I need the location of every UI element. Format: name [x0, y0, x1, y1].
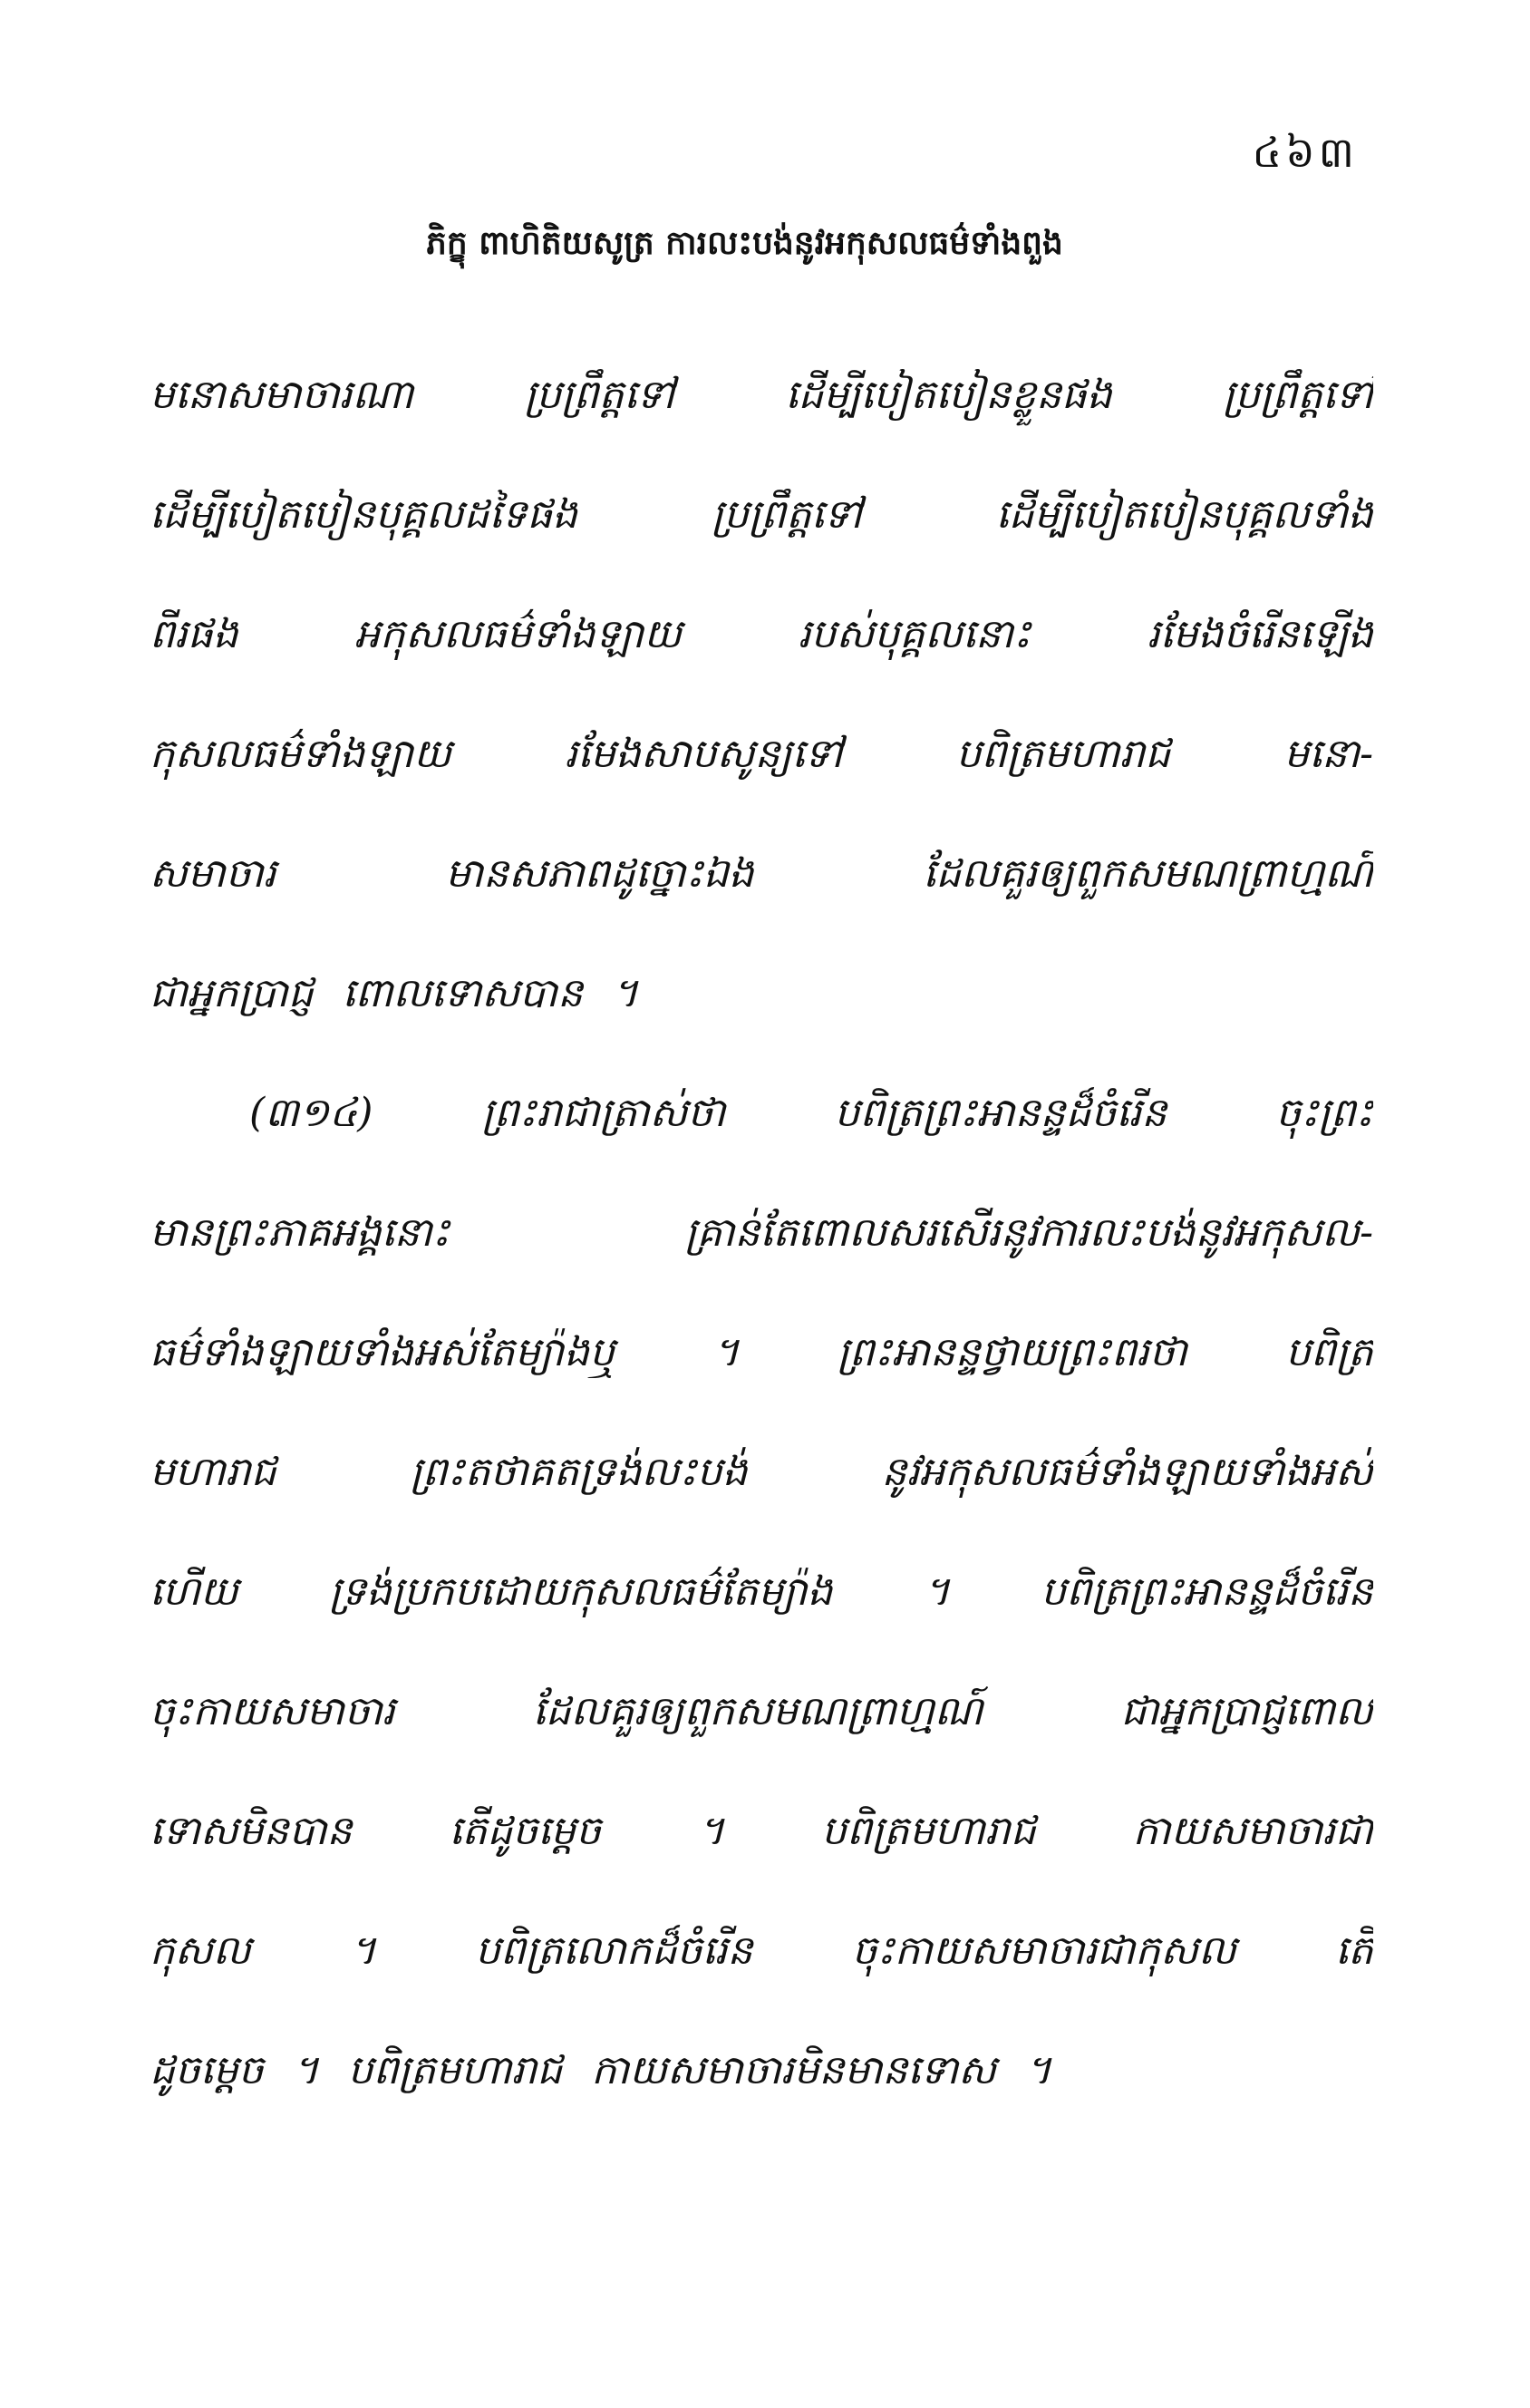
text-line: ធម៌ទាំងឡាយទាំងអស់តែម្យ៉ាងឬ ។ ព្រះអានន្ទថ្វាយព្រះពរថា បពិត្រ — [150, 1329, 1373, 1375]
text-line: មហារាជ ព្រះតថាគតទ្រង់លះបង់ នូវអកុសលធម៌ទាំងឡាយទាំងអស់ — [150, 1449, 1373, 1495]
body-text — [150, 335, 1373, 2131]
text-line: ជាអ្នកប្រាជ្ញ ពោលទោសបាន ។ — [150, 970, 638, 1016]
text-line: ទោសមិនបាន តើដូចម្តេច ។ បពិត្រមហារាជ កាយសមាចារជា — [150, 1808, 1373, 1854]
text-line: ចុះកាយសមាចារ ដែលគួរឲ្យពួកសមណព្រាហ្មណ៍ ជាអ្នកប្រាជ្ញពោល — [150, 1688, 1373, 1734]
running-header: ភិក្ខុ ពាហិតិយសូត្រ ការលះបង់នូវអកុសលធម៌ទាំងពួង — [426, 225, 1063, 262]
text-line: ពីរផង អកុសលធម៌ទាំងឡាយ របស់បុគ្គលនោះ រមែងចំរើនឡើង — [150, 611, 1373, 657]
text-line: មនោសមាចារណា ប្រព្រឹត្តទៅ ដើម្បីបៀតបៀនខ្លួនផង ប្រព្រឹត្តទៅ — [150, 372, 1373, 418]
text-line: (៣១៤) ព្រះរាជាត្រាស់ថា បពិត្រព្រះអានន្ទដ៏ចំរើន ចុះព្រះ — [249, 1090, 1373, 1136]
text-line: ដើម្បីបៀតបៀនបុគ្គលដទៃផង ប្រព្រឹត្តទៅ ដើម្បីបៀតបៀនបុគ្គលទាំង — [150, 491, 1373, 538]
text-line: កុសលធម៌ទាំងឡាយ រមែងសាបសូន្យទៅ បពិត្រមហារាជ មនោ- — [150, 731, 1373, 777]
page-number: ៤៦៣ — [1252, 128, 1358, 177]
text-line: សមាចារ មានសភាពដូច្នោះឯង ដែលគួរឲ្យពួកសមណព្រាហ្មណ៍ — [150, 850, 1373, 897]
text-line: ហើយ ទ្រង់ប្រកបដោយកុសលធម៌តែម្យ៉ាង ។ បពិត្រព្រះអានន្ទដ៏ចំរើន — [150, 1568, 1373, 1615]
text-line: មានព្រះភាគអង្គនោះ គ្រាន់តែពោលសរសើរនូវការលះបង់នូវអកុសល- — [150, 1209, 1373, 1256]
text-line: ដូចម្តេច ។ បពិត្រមហារាជ កាយសមាចារមិនមានទោស ។ — [150, 2047, 1052, 2093]
text-line: កុសល ។ បពិត្រលោកដ៏ចំរើន ចុះកាយសមាចារជាកុសល តើ — [150, 1927, 1373, 1974]
